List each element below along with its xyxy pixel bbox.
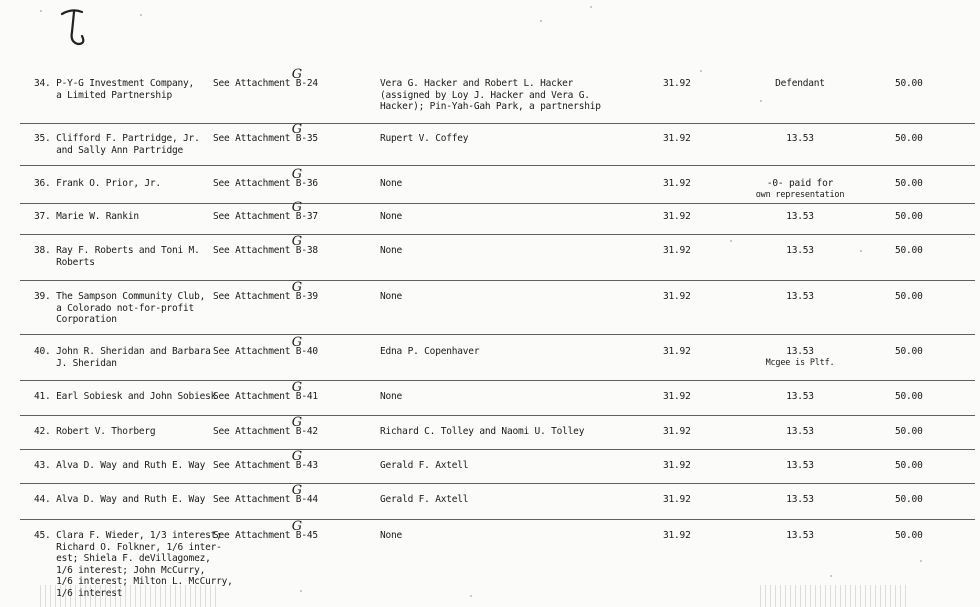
handwritten-annotation: G — [291, 335, 302, 350]
fee-cell — [735, 346, 865, 369]
lessee-name: None — [380, 291, 403, 302]
fee-cell — [735, 245, 865, 257]
attachment-reference — [213, 519, 318, 542]
attachment-reference — [213, 200, 318, 223]
fee-cell — [735, 211, 865, 223]
total-value: 50.00 — [895, 391, 923, 402]
lessee-name: None — [380, 391, 403, 402]
owner-name: 37. Marie W. Rankin — [34, 211, 139, 222]
row-divider — [20, 449, 975, 450]
scan-speck — [140, 14, 142, 16]
fee-note: Mcgee is Pltf. — [765, 357, 835, 368]
attachment-code: B-40 — [295, 346, 318, 357]
fee-cell — [735, 78, 865, 90]
percentage-value: 31.92 — [663, 133, 691, 144]
scan-speck — [300, 590, 302, 592]
fee-value: 13.53 — [786, 426, 814, 437]
handwritten-annotation: G — [291, 234, 302, 249]
row-divider — [20, 483, 975, 484]
owner-name: 34. P-Y-G Investment Company, a Limited Partnership — [34, 78, 195, 101]
owner-name: 36. Frank O. Prior, Jr. — [34, 178, 161, 189]
owner-name: 44. Alva D. Way and Ruth E. Way — [34, 494, 206, 505]
row-divider — [20, 234, 975, 235]
fee-cell — [735, 291, 865, 303]
row-divider — [20, 519, 975, 520]
percentage-value: 31.92 — [663, 346, 691, 357]
attachment-prefix: See Attachment — [213, 211, 296, 222]
fee-cell — [735, 178, 865, 201]
handwritten-annotation: G — [291, 483, 302, 498]
attachment-prefix: See Attachment — [213, 391, 296, 402]
attachment-reference — [213, 234, 318, 257]
attachment-prefix: See Attachment — [213, 530, 296, 541]
scan-speck — [860, 250, 862, 252]
handwritten-annotation: G — [291, 200, 302, 215]
attachment-code: B-45 — [295, 530, 318, 541]
attachment-code: B-39 — [295, 291, 318, 302]
attachment-prefix: See Attachment — [213, 494, 296, 505]
attachment-code: B-37 — [295, 211, 318, 222]
percentage-value: 31.92 — [663, 211, 691, 222]
fee-value: -0- paid for — [766, 178, 834, 189]
attachment-code: B-35 — [295, 133, 318, 144]
fee-value: 13.53 — [786, 391, 814, 402]
scan-speck — [470, 595, 472, 597]
row-divider — [20, 280, 975, 281]
fee-value: Defendant — [775, 78, 825, 89]
attachment-reference — [213, 449, 318, 472]
total-value: 50.00 — [895, 460, 923, 471]
row-divider — [20, 415, 975, 416]
lessee-name: Vera G. Hacker and Robert L. Hacker (assigned by Loy J. Hacker and Vera G. Hacker); Pin-Yah-Gah Park, a partnership — [380, 78, 601, 112]
fee-cell — [735, 426, 865, 438]
handwritten-annotation: G — [291, 449, 302, 464]
scan-speck — [700, 70, 702, 72]
attachment-prefix: See Attachment — [213, 426, 296, 437]
fee-value: 13.53 — [786, 460, 814, 471]
total-value: 50.00 — [895, 178, 923, 189]
total-value: 50.00 — [895, 530, 923, 541]
lessee-name: None — [380, 245, 403, 256]
owner-name: 41. Earl Sobiesk and John Sobiesk — [34, 391, 217, 402]
total-value: 50.00 — [895, 426, 923, 437]
handwritten-annotation: G — [291, 167, 302, 182]
attachment-prefix: See Attachment — [213, 178, 296, 189]
attachment-prefix: See Attachment — [213, 133, 296, 144]
fee-cell — [735, 391, 865, 403]
attachment-code: B-42 — [295, 426, 318, 437]
scan-speck — [40, 10, 42, 12]
attachment-code: B-41 — [295, 391, 318, 402]
percentage-value: 31.92 — [663, 245, 691, 256]
lessee-name: Edna P. Copenhaver — [380, 346, 480, 357]
fee-value: 13.53 — [786, 291, 814, 302]
fee-value: 13.53 — [786, 346, 814, 357]
total-value: 50.00 — [895, 133, 923, 144]
fee-value: 13.53 — [786, 494, 814, 505]
handwritten-z-mark — [58, 6, 92, 50]
lessee-name: None — [380, 178, 403, 189]
attachment-reference — [213, 483, 318, 506]
scan-noise — [760, 585, 910, 607]
percentage-value: 31.92 — [663, 426, 691, 437]
handwritten-annotation: G — [291, 519, 302, 534]
lessee-name: Rupert V. Coffey — [380, 133, 469, 144]
attachment-code: B-36 — [295, 178, 318, 189]
attachment-reference — [213, 335, 318, 358]
handwritten-annotation: G — [291, 67, 302, 82]
attachment-code: B-38 — [295, 245, 318, 256]
scan-noise — [40, 585, 220, 607]
scan-speck — [540, 20, 542, 22]
total-value: 50.00 — [895, 211, 923, 222]
scan-speck — [730, 240, 732, 242]
handwritten-annotation: G — [291, 415, 302, 430]
attachment-reference — [213, 280, 318, 303]
percentage-value: 31.92 — [663, 494, 691, 505]
scan-speck — [760, 100, 762, 102]
percentage-value: 31.92 — [663, 78, 691, 89]
scan-speck — [830, 575, 832, 577]
attachment-prefix: See Attachment — [213, 291, 296, 302]
row-divider — [20, 203, 975, 204]
fee-value: 13.53 — [786, 530, 814, 541]
attachment-reference — [213, 167, 318, 190]
attachment-prefix: See Attachment — [213, 78, 296, 89]
owner-name: 39. The Sampson Community Club, a Colorado not-for-profit Corporation — [34, 291, 206, 325]
fee-cell — [735, 133, 865, 145]
attachment-reference — [213, 380, 318, 403]
lessee-name: Gerald F. Axtell — [380, 460, 469, 471]
row-divider — [20, 165, 975, 166]
attachment-reference — [213, 415, 318, 438]
percentage-value: 31.92 — [663, 291, 691, 302]
row-divider — [20, 380, 975, 381]
lessee-name: None — [380, 530, 403, 541]
attachment-prefix: See Attachment — [213, 346, 296, 357]
percentage-value: 31.92 — [663, 530, 691, 541]
owner-name: 40. John R. Sheridan and Barbara J. Sheridan — [34, 346, 211, 369]
total-value: 50.00 — [895, 346, 923, 357]
percentage-value: 31.92 — [663, 460, 691, 471]
scan-speck — [590, 6, 592, 8]
attachment-code: B-24 — [295, 78, 318, 89]
fee-cell — [735, 530, 865, 542]
lessee-name: Richard C. Tolley and Naomi U. Tolley — [380, 426, 585, 437]
row-divider — [20, 334, 975, 335]
handwritten-annotation: G — [291, 280, 302, 295]
row-divider — [20, 123, 975, 124]
fee-cell — [735, 494, 865, 506]
owner-name: 35. Clifford F. Partridge, Jr. and Sally Ann Partridge — [34, 133, 200, 156]
lessee-name: Gerald F. Axtell — [380, 494, 469, 505]
owner-name: 38. Ray F. Roberts and Toni M. Roberts — [34, 245, 200, 268]
total-value: 50.00 — [895, 494, 923, 505]
attachment-code: B-44 — [295, 494, 318, 505]
percentage-value: 31.92 — [663, 178, 691, 189]
owner-name: 42. Robert V. Thorberg — [34, 426, 156, 437]
fee-note: own representation — [755, 189, 845, 200]
attachment-prefix: See Attachment — [213, 245, 296, 256]
attachment-code: B-43 — [295, 460, 318, 471]
attachment-reference — [213, 122, 318, 145]
total-value: 50.00 — [895, 291, 923, 302]
attachment-reference — [213, 67, 318, 90]
percentage-value: 31.92 — [663, 391, 691, 402]
fee-cell — [735, 460, 865, 472]
total-value: 50.00 — [895, 245, 923, 256]
handwritten-annotation: G — [291, 380, 302, 395]
scan-speck — [920, 560, 922, 562]
fee-value: 13.53 — [786, 211, 814, 222]
attachment-prefix: See Attachment — [213, 460, 296, 471]
lessee-name: None — [380, 211, 403, 222]
owner-name: 43. Alva D. Way and Ruth E. Way — [34, 460, 206, 471]
total-value: 50.00 — [895, 78, 923, 89]
handwritten-annotation: G — [291, 122, 302, 137]
owner-name: 45. Clara F. Wieder, 1/3 interest; Richard O. Folkner, 1/6 inter- est; Shiela F. deVillagomez, 1/6 interest; John McCurry, 1/6 interest; Milton L. McCurry, 1/6 interest — [34, 530, 233, 599]
fee-value: 13.53 — [786, 245, 814, 256]
fee-value: 13.53 — [786, 133, 814, 144]
